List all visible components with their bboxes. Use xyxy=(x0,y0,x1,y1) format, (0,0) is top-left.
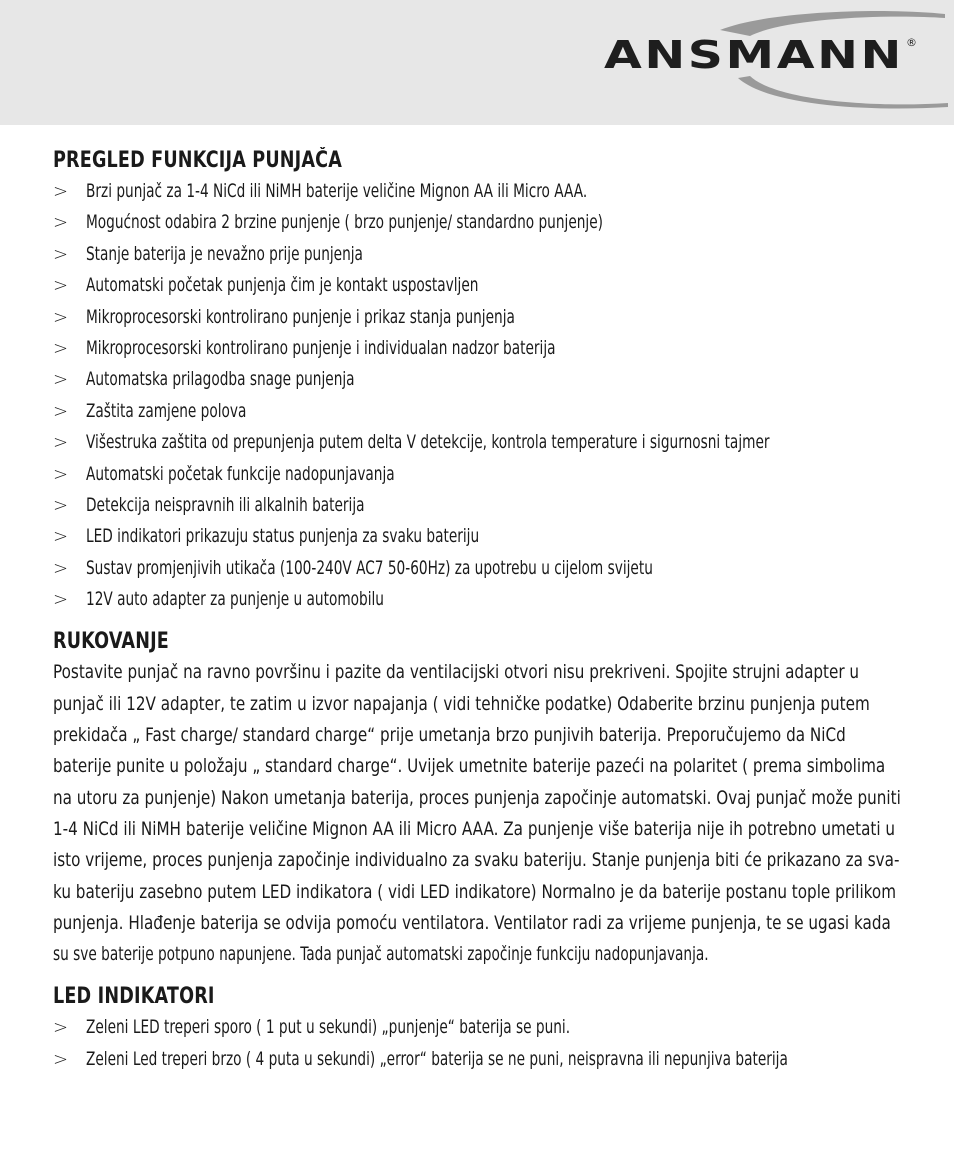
list-item-text: Automatski početak punjenja čim je kontakt uspostavljen xyxy=(86,274,479,297)
bullet-marker: > xyxy=(53,306,69,328)
list-item xyxy=(53,490,913,521)
features-title: PREGLED FUNKCIJA PUNJAČA xyxy=(53,148,343,173)
bullet-marker: > xyxy=(53,432,69,454)
list-item xyxy=(53,584,913,615)
operation-paragraph xyxy=(53,657,913,970)
list-item-text: Zaštita zamjene polova xyxy=(86,399,247,422)
list-item xyxy=(53,427,913,458)
bullet-marker: > xyxy=(53,526,69,548)
list-item xyxy=(53,459,913,490)
list-item-text: Automatski početak funkcije nadopunjavanja xyxy=(86,462,395,485)
logo-wordmark: ANSMANN xyxy=(604,33,904,77)
bullet-marker: > xyxy=(53,181,69,202)
operation-title: RUKOVANJE xyxy=(53,629,169,655)
list-item xyxy=(53,364,913,395)
led-indicators-title: LED INDIKATORI xyxy=(53,984,215,1010)
bullet-marker: > xyxy=(53,557,69,579)
bullet-marker: > xyxy=(53,1048,69,1070)
bullet-marker: > xyxy=(53,369,69,391)
bullet-marker: > xyxy=(53,463,69,485)
bullet-marker: > xyxy=(53,1017,69,1039)
list-item-text: Višestruka zaštita od prepunjenja putem delta V detekcije, kontrola temperature i sigurnosni tajmer xyxy=(86,431,770,454)
list-item xyxy=(53,176,913,207)
header-band xyxy=(0,0,954,125)
paragraph-line: 1-4 NiCd ili NiMH baterije veličine Mignon AA ili Micro AAA. Za punjenje više baterija nije ih potrebno umetati u xyxy=(53,817,896,840)
paragraph-line: na utoru za punjenje) Nakon umetanja baterija, proces punjenja započinje automatski. Ovaj punjač može puniti xyxy=(53,786,901,809)
paragraph-line: ku bateriju zasebno putem LED indikatora ( vidi LED indikatore) Normalno je da baterije postanu tople prilikom xyxy=(53,880,897,903)
list-item-text: Stanje baterija je nevažno prije punjenja xyxy=(86,242,363,265)
paragraph-line: punjač ili 12V adapter, te zatim u izvor napajanja ( vidi tehničke podatke) Odaberite brzinu punjenja putem xyxy=(53,692,870,715)
list-item xyxy=(53,1012,913,1043)
led-indicators-list xyxy=(53,1012,913,1075)
bullet-marker: > xyxy=(53,275,69,297)
paragraph-line: su sve baterije potpuno napunjene. Tada punjač automatski započinje funkciju nadopunjavanja. xyxy=(53,943,709,966)
list-item xyxy=(53,1044,913,1075)
bullet-marker: > xyxy=(53,243,69,265)
paragraph-line: punjenja. Hlađenje baterija se odvija pomoću ventilatora. Ventilator radi za vrijeme punjenja, te se ugasi kada xyxy=(53,911,891,934)
list-item xyxy=(53,553,913,584)
list-item-text: Zeleni Led treperi brzo ( 4 puta u sekundi) „error“ baterija se ne puni, neispravna ili nepunjiva baterija xyxy=(86,1047,788,1070)
paragraph-line: prekidača „ Fast charge/ standard charge“ prije umetanja brzo punjivih baterija. Preporučujemo da NiCd xyxy=(53,724,846,747)
list-item-text: Mogućnost odabira 2 brzine punjenje ( brzo punjenje/ standardno punjenje) xyxy=(86,211,603,234)
list-item xyxy=(53,239,913,270)
paragraph-line: isto vrijeme, proces punjenja započinje individualno za svaku bateriju. Stanje punjenja biti će prikazano za sva- xyxy=(53,849,900,872)
bullet-marker: > xyxy=(53,494,69,516)
list-item-text: Mikroprocesorski kontrolirano punjenje i individualan nadzor baterija xyxy=(86,336,556,359)
paragraph-line: Postavite punjač na ravno površinu i pazite da ventilacijski otvori nisu prekriveni. Spojite strujni adapter u xyxy=(53,661,860,684)
bullet-marker: > xyxy=(53,589,69,611)
list-item xyxy=(53,521,913,552)
registered-mark: ® xyxy=(906,36,917,49)
page-content xyxy=(53,146,913,1075)
bullet-marker: > xyxy=(53,400,69,422)
list-item-text: 12V auto adapter za punjenje u automobilu xyxy=(86,588,384,611)
bullet-marker: > xyxy=(53,212,69,234)
list-item-text: Automatska prilagodba snage punjenja xyxy=(86,368,355,391)
ansmann-logo xyxy=(600,8,950,113)
list-item-text: Sustav promjenjivih utikača (100-240V AC7 50-60Hz) za upotrebu u cijelom svijetu xyxy=(86,556,653,579)
bullet-marker: > xyxy=(53,337,69,359)
list-item xyxy=(53,333,913,364)
list-item xyxy=(53,207,913,238)
list-item-text: Detekcija neispravnih ili alkalnih baterija xyxy=(86,493,365,516)
features-list xyxy=(53,176,913,615)
list-item-text: Mikroprocesorski kontrolirano punjenje i prikaz stanja punjenja xyxy=(86,305,515,328)
list-item-text: Zeleni LED treperi sporo ( 1 put u sekundi) „punjenje“ baterija se puni. xyxy=(86,1016,571,1039)
list-item xyxy=(53,396,913,427)
paragraph-line: baterije punite u položaju „ standard charge“. Uvijek umetnite baterije pazeći na polaritet ( prema simbolima xyxy=(53,755,886,778)
list-item xyxy=(53,270,913,301)
list-item-text: LED indikatori prikazuju status punjenja za svaku bateriju xyxy=(86,525,480,548)
logo-swoosh-lower xyxy=(738,76,948,108)
list-item xyxy=(53,302,913,333)
list-item-text: Brzi punjač za 1-4 NiCd ili NiMH baterije veličine Mignon AA ili Micro AAA. xyxy=(86,180,588,202)
